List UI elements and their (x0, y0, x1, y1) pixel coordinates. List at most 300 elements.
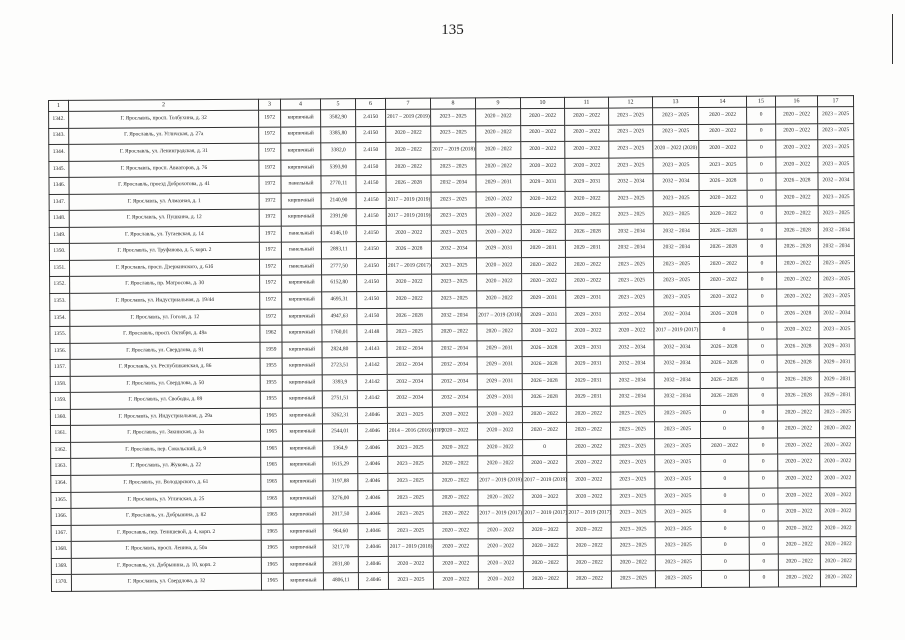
table-cell: кирпичный (281, 143, 321, 160)
table-cell: кирпичный (283, 540, 323, 557)
table-cell: 2023 – 2025 (655, 455, 701, 472)
table-cell: 2023 – 2025 (609, 191, 653, 208)
column-header: 14 (698, 96, 746, 107)
table-cell: 1972 (259, 143, 281, 160)
table-cell: 4695,31 (322, 292, 357, 309)
table-cell: 2017 – 2019 (2018) (431, 142, 476, 159)
table-cell: 2023 – 2025 (388, 473, 433, 490)
table-cell: 2023 – 2025 (819, 289, 855, 306)
table-cell: 1972 (260, 309, 282, 326)
table-cell: 2020 – 2022 (776, 123, 818, 140)
table-cell: 2026 – 2028 (565, 224, 609, 241)
table-cell: 2770,11 (321, 176, 356, 193)
table-cell: 2020 – 2022 (478, 522, 523, 539)
table-cell: 2029 – 2031 (566, 307, 610, 324)
table-cell: 1972 (259, 127, 281, 144)
table-cell: 3385,80 (321, 126, 356, 143)
table-cell: 2020 – 2022 (777, 289, 819, 306)
table-cell: 2020 – 2022 (567, 555, 611, 572)
table-cell: панельный (281, 242, 321, 259)
table-cell: 2017 – 2019 (2019) (386, 208, 431, 225)
table-cell: 2032 – 2034 (819, 305, 855, 322)
table-cell: 2020 – 2022 (386, 159, 431, 176)
table-cell: 2029 – 2031 (476, 175, 521, 192)
table-cell: 0 (749, 438, 778, 455)
table-cell: 6152,80 (322, 275, 357, 292)
table-cell: 2029 – 2031 (566, 373, 610, 390)
table-cell: 2026 – 2028 (522, 340, 566, 357)
table-cell: 1367. (51, 525, 71, 542)
table-cell: 2020 – 2022 (476, 109, 521, 126)
table-cell: 2023 – 2025 (611, 538, 655, 555)
table-cell: 2.4148 (357, 325, 387, 342)
table-cell: 2032 – 2034 (609, 224, 653, 241)
table-cell: 2023 – 2025 (818, 189, 854, 206)
table-cell: 2023 – 2025 (819, 272, 855, 289)
table-cell: 2020 – 2022 (523, 456, 567, 473)
column-header: 8 (430, 98, 475, 109)
table-cell: 1965 (261, 458, 283, 475)
table-cell: 1972 (259, 176, 281, 193)
column-header: 6 (355, 98, 385, 109)
table-cell: 4806,11 (323, 573, 358, 590)
address-cell: Г. Ярославль, ул. Добрынина, д. 82 (71, 507, 261, 525)
table-cell: 2032 – 2034 (387, 374, 432, 391)
table-cell: 2029 – 2031 (521, 175, 565, 192)
table-cell: 2017,50 (323, 507, 358, 524)
table-cell: 0 (523, 439, 567, 456)
table-cell: 2020 – 2022 (523, 539, 567, 556)
table-cell: 2023 – 2025 (818, 255, 854, 272)
table-cell: 2140,90 (321, 192, 356, 209)
table-cell: кирпичный (283, 573, 323, 590)
table-cell: 3217,70 (323, 540, 358, 557)
table-cell: 2017 – 2019 (2019) (386, 109, 431, 126)
address-cell: Г. Ярославль, ул. Добрынина, д. 10, корп. 2 (71, 557, 261, 575)
table-cell: 1357. (50, 360, 70, 377)
table-cell: 2029 – 2031 (565, 174, 609, 191)
table-cell: 2020 – 2022 (565, 108, 609, 125)
table-cell: 2023 – 2025 (388, 490, 433, 507)
table-cell: 2020 – 2022 (433, 440, 478, 457)
table-cell: 1345. (49, 161, 69, 178)
table-cell: 2023 – 2025 (431, 109, 476, 126)
table-cell: 1356. (50, 343, 70, 360)
table-cell: кирпичный (283, 490, 323, 507)
table-cell: 2032 – 2034 (653, 174, 699, 191)
table-cell: 0 (749, 537, 778, 554)
table-cell: кирпичный (282, 408, 322, 425)
table-cell: 2029 – 2031 (819, 388, 855, 405)
table-cell: 2023 – 2025 (387, 407, 432, 424)
table-cell: 1351. (49, 260, 69, 277)
table-cell: 2751,51 (322, 391, 357, 408)
table-cell: 2020 – 2022 (477, 406, 522, 423)
table-cell: 2023 – 2025 (611, 439, 655, 456)
table-cell: 2032 – 2034 (431, 175, 476, 192)
table-cell: 2020 – 2022 (565, 207, 609, 224)
column-header: 13 (652, 97, 698, 108)
table-cell: 2020 – 2022 (611, 555, 655, 572)
table-cell: 2023 – 2025 (699, 157, 747, 174)
table-cell: 2026 – 2028 (777, 372, 819, 389)
table-cell: 2023 – 2025 (431, 125, 476, 142)
table-cell: 2.4142 (357, 358, 387, 375)
table-cell: 2023 – 2025 (431, 258, 476, 275)
table-cell: кирпичный (282, 424, 322, 441)
table-cell: 1353. (50, 293, 70, 310)
table-cell: 1965 (261, 557, 283, 574)
table-cell: 2.4150 (356, 126, 386, 143)
table-cell: 2023 – 2025 (432, 274, 477, 291)
table-cell: кирпичный (282, 358, 322, 375)
table-cell: 1347. (49, 194, 69, 211)
table-cell: 2020 – 2022 (700, 289, 748, 306)
table-cell: 2029 – 2031 (477, 340, 522, 357)
table-cell: 2023 – 2025 (610, 290, 654, 307)
table-cell: 2023 – 2025 (611, 455, 655, 472)
table-cell: 2032 – 2034 (654, 339, 700, 356)
table-cell: 2026 – 2028 (700, 372, 748, 389)
table-cell: 2026 – 2028 (386, 175, 431, 192)
table-cell: 2.4046 (358, 523, 388, 540)
table-cell: кирпичный (281, 159, 321, 176)
table-cell: 2023 – 2025 (611, 472, 655, 489)
table-cell: 2020 – 2022 (478, 440, 523, 457)
table-cell: 2020 – 2022 (433, 456, 478, 473)
table-cell: 2.4150 (357, 291, 387, 308)
table-cell: 2029 – 2031 (819, 338, 855, 355)
table-body (49, 107, 857, 592)
table-cell: 0 (747, 239, 776, 256)
table-cell: 1972 (259, 160, 281, 177)
table-cell: 2026 – 2028 (699, 223, 747, 240)
table-cell: 2023 – 2025 (654, 422, 700, 439)
table-cell: 2020 – 2022 (478, 539, 523, 556)
table-cell: 2023 – 2025 (431, 208, 476, 225)
table-cell: 2020 – 2022 (433, 473, 478, 490)
table-cell: 2020 – 2022 (522, 323, 566, 340)
table-cell: 1959 (260, 342, 282, 359)
table-cell: кирпичный (282, 391, 322, 408)
table-cell: 2023 – 2025 (388, 440, 433, 457)
table-cell: 0 (748, 388, 777, 405)
table-cell: 2020 – 2022 (477, 324, 522, 341)
table-cell: 1955 (260, 391, 282, 408)
table-cell: 2020 – 2022 (701, 438, 749, 455)
table-cell: 2032 – 2034 (432, 390, 477, 407)
table-cell: 2014 – 2016 (2016) (ПР) (387, 424, 432, 441)
table-cell: 2029 – 2031 (819, 355, 855, 372)
table-cell: 2020 – 2022 (776, 190, 818, 207)
table-cell: 2020 – 2022 (476, 224, 521, 241)
table-cell: 2020 – 2022 (387, 291, 432, 308)
table-cell: 2023 – 2025 (388, 506, 433, 523)
table-cell: 3276,00 (323, 490, 358, 507)
table-cell: 3382,0 (321, 143, 356, 160)
table-cell: 2020 – 2022 (778, 438, 820, 455)
table-cell: 1965 (261, 491, 283, 508)
table-cell: 2020 – 2022 (476, 191, 521, 208)
table-cell: 2032 – 2034 (653, 223, 699, 240)
table-cell: 2020 – 2022 (565, 125, 609, 142)
column-header: 10 (520, 97, 564, 108)
table-cell: 3393,9 (322, 374, 357, 391)
table-cell: 2020 – 2022 (699, 124, 747, 141)
table-cell: кирпичный (283, 457, 323, 474)
table-cell: 2.4150 (356, 159, 386, 176)
table-cell: 0 (749, 455, 778, 472)
address-cell: Г. Ярославль, ул. Угличская, д. 25 (71, 491, 261, 509)
table-cell: 2023 – 2025 (388, 457, 433, 474)
table-cell: 1972 (259, 209, 281, 226)
table-cell: 0 (701, 554, 749, 571)
table-cell: 2023 – 2025 (388, 523, 433, 540)
table-cell: 2020 – 2022 (820, 438, 856, 455)
table-cell: 2.4142 (357, 391, 387, 408)
table-cell: 2023 – 2025 (655, 488, 701, 505)
table-cell: 2.4150 (356, 192, 386, 209)
table-cell: 2032 – 2034 (610, 339, 654, 356)
table-cell: кирпичный (281, 126, 321, 143)
table-cell: 2026 – 2028 (522, 357, 566, 374)
table-cell: 2020 – 2022 (565, 158, 609, 175)
table-cell: 2020 – 2022 (476, 258, 521, 275)
table-cell: 2017 – 2019 (2019) (386, 192, 431, 209)
table-cell: 2020 – 2022 (523, 572, 567, 589)
table-cell: 2020 – 2022 (521, 224, 565, 241)
page-number: 135 (441, 22, 464, 38)
table-cell: 2020 – 2022 (777, 322, 819, 339)
table-cell: 2023 – 2025 (609, 207, 653, 224)
table-cell: 2020 – 2022 (523, 489, 567, 506)
table-cell: 2029 – 2031 (566, 290, 610, 307)
column-header: 1 (49, 100, 69, 111)
column-header: 12 (608, 97, 652, 108)
table-cell: 1360. (50, 409, 70, 426)
table-cell: 1972 (260, 276, 282, 293)
table-cell: 2032 – 2034 (387, 357, 432, 374)
table-cell: 2023 – 2025 (653, 256, 699, 273)
table-cell: 2.4150 (357, 308, 387, 325)
table-cell: 2032 – 2034 (654, 372, 700, 389)
address-cell: Г. Ярославль, проезд Доброхотова, д. 41 (69, 176, 259, 194)
table-cell: 2.4046 (358, 473, 388, 490)
table-cell: 2.4046 (358, 556, 388, 573)
table-cell: 0 (747, 157, 776, 174)
table-cell: 2020 – 2022 (521, 108, 565, 125)
table-cell: 2.4046 (358, 573, 388, 590)
table-cell: 0 (748, 355, 777, 372)
table-cell: 2032 – 2034 (432, 307, 477, 324)
table-cell: 2.4150 (356, 242, 386, 259)
table-cell: 2032 – 2034 (609, 174, 653, 191)
table-cell: 2023 – 2025 (818, 123, 854, 140)
table-cell: 2020 – 2022 (567, 489, 611, 506)
table-cell: 2020 – 2022 (777, 405, 819, 422)
address-cell: Г. Ярославль, просп. Октября, д. 49а (70, 325, 260, 343)
address-cell: Г. Ярославль, просп. Авиаторов, д. 76 (69, 160, 259, 178)
table-cell: 1364,9 (323, 441, 358, 458)
table-cell: 1962 (260, 325, 282, 342)
table-cell: 2020 – 2022 (386, 225, 431, 242)
table-cell: кирпичный (282, 292, 322, 309)
table-cell: 2.4046 (357, 407, 387, 424)
table-cell: 2020 – 2022 (433, 523, 478, 540)
table-cell: 3262,31 (322, 407, 357, 424)
table-cell: 2032 – 2034 (654, 389, 700, 406)
table-cell: 2032 – 2034 (818, 173, 854, 190)
table-cell: 2020 – 2022 (778, 537, 820, 554)
address-cell: Г. Ярославль, ул. Республиканская, д. 86 (70, 358, 260, 376)
table-cell: 2029 – 2031 (565, 240, 609, 257)
table-cell: 1972 (259, 226, 281, 243)
table-cell: 1955 (260, 358, 282, 375)
table-cell: 2032 – 2034 (654, 356, 700, 373)
table-cell: 2020 – 2022 (776, 206, 818, 223)
table-cell: кирпичный (282, 375, 322, 392)
table-cell: 2029 – 2031 (522, 307, 566, 324)
table-cell: 2032 – 2034 (653, 240, 699, 257)
table-cell: 0 (747, 206, 776, 223)
table-cell: 2723,51 (322, 358, 357, 375)
table-cell: кирпичный (281, 110, 321, 127)
table-cell: 1955 (260, 375, 282, 392)
table-cell: 2023 – 2025 (387, 324, 432, 341)
table-cell: 2026 – 2028 (700, 306, 748, 323)
table-cell: 0 (747, 223, 776, 240)
table-cell: 2023 – 2025 (655, 554, 701, 571)
table-cell: 2020 – 2022 (778, 454, 820, 471)
table-cell: 2029 – 2031 (566, 356, 610, 373)
table-cell: 3582,90 (321, 110, 356, 127)
table-cell: 2023 – 2025 (431, 159, 476, 176)
table-cell: 2023 – 2025 (609, 157, 653, 174)
table-cell: 0 (749, 554, 778, 571)
table-cell: 0 (748, 372, 777, 389)
table-cell: 1362. (51, 442, 71, 459)
table-cell: 2.4150 (356, 258, 386, 275)
address-cell: Г. Ярославль, ул. Индустриальная, д. 29а (70, 408, 260, 426)
table-cell: 5393,90 (321, 159, 356, 176)
table-cell: 2023 – 2025 (654, 290, 700, 307)
table-cell: 2029 – 2031 (477, 390, 522, 407)
table-cell: кирпичный (283, 474, 323, 491)
table-cell: 2026 – 2028 (387, 308, 432, 325)
table-cell: 2023 – 2025 (655, 521, 701, 538)
table-cell: 2023 – 2025 (654, 405, 700, 422)
table-cell: 2.4046 (358, 490, 388, 507)
table-cell: 2020 – 2022 (567, 456, 611, 473)
table-cell: 2017 – 2019 (2017) (567, 505, 611, 522)
table-cell: 2023 – 2025 (610, 273, 654, 290)
table-cell: 1359. (50, 393, 70, 410)
table-cell: 0 (749, 488, 778, 505)
table-cell: 2032 – 2034 (654, 306, 700, 323)
table-cell: 0 (747, 140, 776, 157)
table-cell: 2023 – 2025 (609, 108, 653, 125)
table-cell: 2032 – 2034 (432, 374, 477, 391)
table-cell: 2023 – 2025 (655, 571, 701, 588)
table-cell: 1368. (51, 542, 71, 559)
address-cell: Г. Ярославль, просп. Дзержинского, д. 61б (69, 259, 259, 277)
column-header: 3 (258, 99, 280, 110)
table-cell: 2020 – 2022 (567, 538, 611, 555)
table-cell: 2023 – 2025 (654, 273, 700, 290)
table-cell: 2020 – 2022 (521, 257, 565, 274)
table-cell: 2020 – 2022 (565, 141, 609, 158)
table-cell: 2824,80 (322, 341, 357, 358)
table-cell: 964,60 (323, 523, 358, 540)
table-cell: 2023 – 2025 (655, 472, 701, 489)
address-cell: Г. Ярославль, ул. Свободы, д. 89 (70, 392, 260, 410)
table-cell: 2017 – 2019 (2019) (523, 472, 567, 489)
table-cell: 2023 – 2025 (655, 505, 701, 522)
table-cell: 1972 (259, 242, 281, 259)
table-cell: 2020 – 2022 (386, 126, 431, 143)
table-cell: 0 (747, 190, 776, 207)
housing-register-table (48, 95, 857, 592)
table-cell: 2020 – 2022 (478, 572, 523, 589)
address-cell: Г. Ярославль, ул. Труфанова, д. 5, корп. 2 (69, 243, 259, 261)
table-cell: панельный (281, 226, 321, 243)
address-cell: Г. Ярославль, просп. Толбухина, д. 32 (69, 110, 259, 128)
table-cell: 0 (748, 421, 777, 438)
table-cell: 2026 – 2028 (776, 239, 818, 256)
table-cell: 2020 – 2022 (776, 107, 818, 124)
table-cell: 2020 – 2022 (477, 423, 522, 440)
table-cell: 2026 – 2028 (700, 355, 748, 372)
table-cell: 2020 – 2022 (778, 520, 820, 537)
table-cell: 2032 – 2034 (610, 356, 654, 373)
table-cell: кирпичный (282, 325, 322, 342)
table-cell: 2020 – 2022 (566, 422, 610, 439)
table-cell: 2020 – 2022 (476, 125, 521, 142)
table-cell: 2020 – 2022 (478, 456, 523, 473)
table-cell: 2020 – 2022 (778, 487, 820, 504)
table-cell: 2.4046 (358, 507, 388, 524)
table-cell: 2023 – 2025 (655, 538, 701, 555)
table-cell: кирпичный (281, 209, 321, 226)
table-cell: 2020 – 2022 (476, 142, 521, 159)
table-cell: 2.4046 (358, 457, 388, 474)
table-cell: 2017 – 2019 (2017) (523, 505, 567, 522)
table-cell: 2032 – 2034 (609, 240, 653, 257)
table-cell: кирпичный (283, 557, 323, 574)
table-cell: 0 (749, 570, 778, 587)
table-cell: 2029 – 2031 (477, 373, 522, 390)
table-cell: кирпичный (283, 523, 323, 540)
table-cell: 2020 – 2022 (699, 190, 747, 207)
table-cell: 1344. (49, 144, 69, 161)
table-cell: 2020 – 2022 (699, 207, 747, 224)
table-cell: 2020 – 2022 (478, 555, 523, 572)
table-cell: 2020 – 2022 (610, 323, 654, 340)
table-cell: 1972 (260, 292, 282, 309)
table-cell: 1972 (259, 110, 281, 127)
table-cell: 2020 – 2022 (2020) (653, 141, 699, 158)
table-cell: 2023 – 2025 (819, 322, 855, 339)
table-cell: 2020 – 2022 (523, 522, 567, 539)
table-cell: 2020 – 2022 (521, 158, 565, 175)
table-cell: 2020 – 2022 (566, 274, 610, 291)
table-cell: 0 (748, 273, 777, 290)
table-cell: 2020 – 2022 (820, 570, 856, 587)
table-cell: 2020 – 2022 (565, 257, 609, 274)
table-cell: 2020 – 2022 (777, 421, 819, 438)
table-cell: 2032 – 2034 (432, 357, 477, 374)
table-cell: 2020 – 2022 (522, 274, 566, 291)
